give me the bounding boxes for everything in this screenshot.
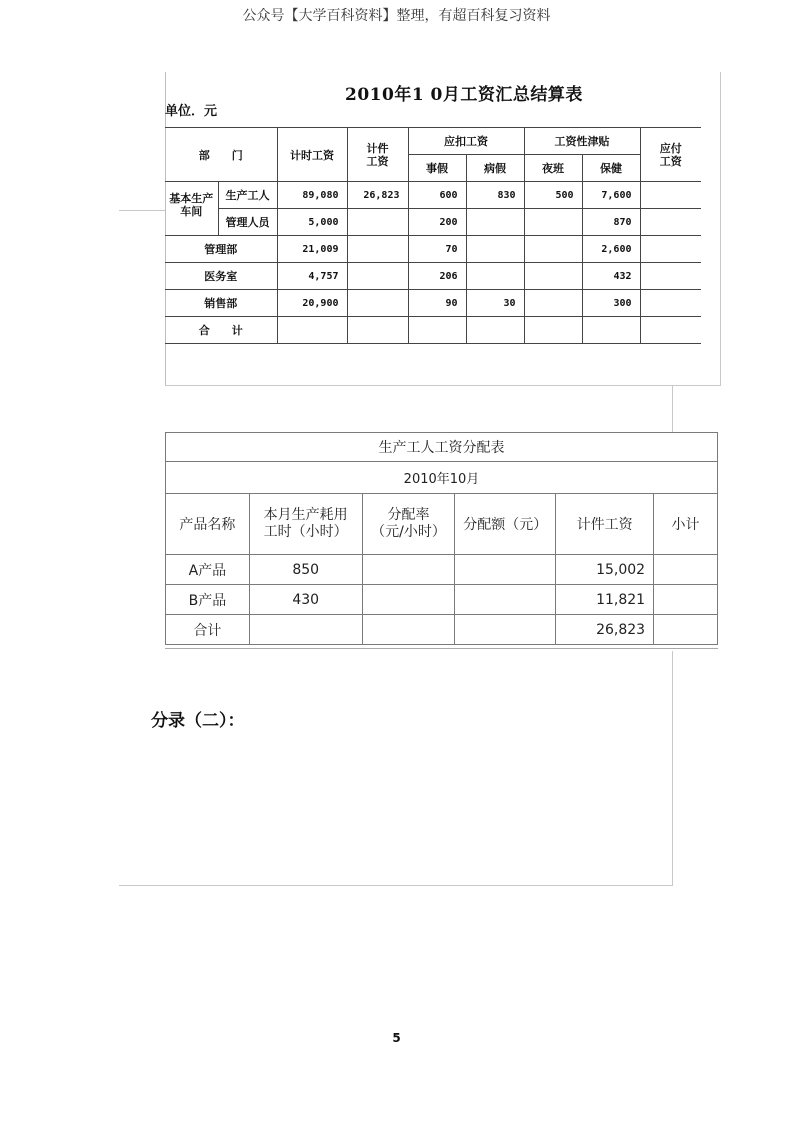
cell-amount	[455, 585, 556, 615]
header-deduct: 应扣工资	[408, 128, 524, 155]
cell-rate	[362, 555, 455, 585]
cell-night	[524, 209, 582, 236]
header-deduct-sick: 病假	[466, 155, 524, 182]
payroll-summary-title: 2010年1 0月工资汇总结算表	[345, 85, 583, 105]
cell-piece-wage	[347, 290, 408, 317]
cell-personal: 70	[408, 236, 466, 263]
payroll-summary-unit: 单位．元	[165, 104, 218, 119]
cell-personal: 90	[408, 290, 466, 317]
header-amount: 分配额（元）	[455, 494, 556, 555]
cell-product: B产品	[166, 585, 250, 615]
cell-payable	[640, 317, 701, 344]
cell-product: 合计	[166, 615, 250, 645]
header-rate: 分配率 （元/小时）	[362, 494, 455, 555]
row-dept: 医务室	[165, 263, 277, 290]
cell-night	[524, 236, 582, 263]
row-dept: 基本生产 车间	[165, 182, 218, 236]
cell-health	[582, 317, 640, 344]
header-allowance: 工资性津贴	[524, 128, 640, 155]
cell-piece-wage: 15,002	[556, 555, 654, 585]
cell-time-wage: 20,900	[277, 290, 347, 317]
cell-sick: 830	[466, 182, 524, 209]
cell-rate	[362, 615, 455, 645]
cell-health: 870	[582, 209, 640, 236]
row-subdept: 生产工人	[218, 182, 277, 209]
cell-sick	[466, 209, 524, 236]
header-subtotal: 小计	[654, 494, 718, 555]
table-row	[165, 209, 701, 236]
payroll-summary-table	[165, 127, 701, 344]
cell-personal: 200	[408, 209, 466, 236]
row-subdept: 管理人员	[218, 209, 277, 236]
row-dept: 合 计	[165, 317, 277, 344]
cell-sick	[466, 263, 524, 290]
cell-hours: 430	[249, 585, 362, 615]
cell-payable	[640, 182, 701, 209]
cell-product: A产品	[166, 555, 250, 585]
cell-hours: 850	[249, 555, 362, 585]
cell-payable	[640, 209, 701, 236]
cell-subtotal	[654, 615, 718, 645]
table-row	[165, 263, 701, 290]
cell-night	[524, 317, 582, 344]
cell-personal: 206	[408, 263, 466, 290]
cell-time-wage	[277, 317, 347, 344]
table-row	[165, 317, 701, 344]
row-dept: 管理部	[165, 236, 277, 263]
table-row	[165, 182, 701, 209]
table-row	[165, 290, 701, 317]
header-allowance-health: 保健	[582, 155, 640, 182]
scan-edge-line	[119, 885, 673, 886]
production-wage-allocation-table	[165, 432, 718, 645]
cell-night: 500	[524, 182, 582, 209]
cell-piece-wage	[347, 263, 408, 290]
page-header: 公众号【大学百科资料】整理，有超百科复习资料	[242, 8, 551, 24]
allocation-date: 2010年10月	[166, 462, 718, 494]
header-time-wage: 计时工资	[277, 128, 347, 182]
cell-night	[524, 290, 582, 317]
cell-payable	[640, 290, 701, 317]
cell-hours	[249, 615, 362, 645]
header-hours: 本月生产耗用 工时（小时）	[249, 494, 362, 555]
table-row	[166, 585, 718, 615]
table-row	[166, 555, 718, 585]
scan-edge-line	[672, 385, 673, 432]
cell-piece-wage	[347, 317, 408, 344]
cell-health: 2,600	[582, 236, 640, 263]
cell-piece-wage	[347, 236, 408, 263]
cell-piece-wage: 26,823	[556, 615, 654, 645]
cell-personal: 600	[408, 182, 466, 209]
cell-subtotal	[654, 555, 718, 585]
cell-personal	[408, 317, 466, 344]
cell-rate	[362, 585, 455, 615]
cell-time-wage: 89,080	[277, 182, 347, 209]
cell-amount	[455, 555, 556, 585]
cell-health: 300	[582, 290, 640, 317]
cell-sick: 30	[466, 290, 524, 317]
cell-payable	[640, 236, 701, 263]
allocation-table-bottom-edge	[165, 648, 718, 652]
header-payable: 应付 工资	[640, 128, 701, 182]
cell-piece-wage: 11,821	[556, 585, 654, 615]
cell-amount	[455, 615, 556, 645]
cell-time-wage: 5,000	[277, 209, 347, 236]
scan-edge-line	[672, 651, 673, 886]
header-deduct-personal: 事假	[408, 155, 466, 182]
cell-night	[524, 263, 582, 290]
cell-subtotal	[654, 585, 718, 615]
cell-health: 432	[582, 263, 640, 290]
cell-sick	[466, 317, 524, 344]
header-piece-wage: 计件 工资	[347, 128, 408, 182]
page-number: 5	[392, 1031, 401, 1045]
cell-time-wage: 21,009	[277, 236, 347, 263]
cell-health: 7,600	[582, 182, 640, 209]
header-product: 产品名称	[166, 494, 250, 555]
header-allowance-night: 夜班	[524, 155, 582, 182]
cell-piece-wage: 26,823	[347, 182, 408, 209]
journal-entry-heading: 分录（二）：	[151, 711, 245, 731]
header-dept: 部 门	[165, 128, 277, 182]
allocation-title: 生产工人工资分配表	[166, 433, 718, 462]
cell-sick	[466, 236, 524, 263]
table-row	[166, 615, 718, 645]
scan-edge-line	[119, 210, 165, 211]
cell-time-wage: 4,757	[277, 263, 347, 290]
cell-payable	[640, 263, 701, 290]
header-piece-wage: 计件工资	[556, 494, 654, 555]
table-row	[165, 236, 701, 263]
cell-piece-wage	[347, 209, 408, 236]
row-dept: 销售部	[165, 290, 277, 317]
